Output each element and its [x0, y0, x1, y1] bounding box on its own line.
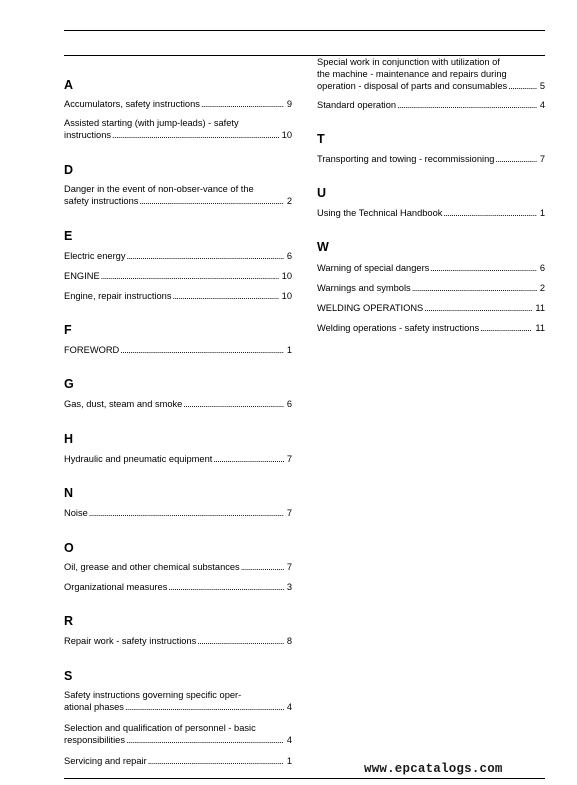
- dot-leader: [508, 80, 537, 92]
- index-entry-text: WELDING OPERATIONS: [317, 303, 424, 313]
- index-entry[interactable]: [64, 398, 292, 410]
- watermark-url: www.epcatalogs.com: [364, 762, 503, 776]
- index-entry[interactable]: [64, 117, 292, 141]
- footer-rule: [64, 778, 545, 779]
- index-entry-text: Gas, dust, steam and smoke: [64, 399, 183, 409]
- index-entry-row: [317, 262, 545, 274]
- index-page-number: 6: [286, 399, 292, 409]
- dot-leader: [173, 290, 279, 302]
- dot-leader: [443, 207, 536, 219]
- index-page-number: 8: [286, 636, 292, 646]
- index-entry-text: Repair work - safety instructions: [64, 636, 197, 646]
- index-entry-row: [64, 344, 292, 356]
- index-page-number: 5: [539, 81, 545, 91]
- dot-leader: [120, 344, 284, 356]
- dot-leader: [241, 561, 284, 573]
- dot-leader: [89, 507, 284, 519]
- index-entry[interactable]: [317, 262, 545, 274]
- index-entry-row: [317, 207, 545, 219]
- index-entry-text: Servicing and repair: [64, 756, 147, 766]
- index-entry[interactable]: [64, 270, 292, 282]
- index-entry-row: [64, 290, 292, 302]
- index-letter-heading: O: [64, 541, 74, 555]
- dot-leader: [480, 322, 532, 334]
- index-entry[interactable]: [317, 282, 545, 294]
- dot-leader: [197, 635, 284, 647]
- dot-leader: [139, 195, 283, 207]
- index-page-number: 4: [539, 100, 545, 110]
- index-entry-text: responsibilities: [64, 735, 125, 745]
- dot-leader: [148, 755, 284, 767]
- index-entry-text: Hydraulic and pneumatic equipment: [64, 454, 213, 464]
- index-letter-heading: F: [64, 323, 72, 337]
- index-entry-row: [64, 270, 292, 282]
- dot-leader: [101, 270, 279, 282]
- index-entry-text: Transporting and towing - recommissioning: [317, 154, 495, 164]
- index-entry-row: [64, 734, 292, 746]
- index-page-number: 2: [286, 196, 292, 206]
- index-letter-heading: N: [64, 486, 74, 500]
- index-entry-text: Organizational measures: [64, 582, 168, 592]
- index-letter-heading: D: [64, 163, 74, 177]
- index-entry-row: [64, 398, 292, 410]
- index-letter-heading: W: [317, 240, 329, 254]
- dot-leader: [495, 153, 536, 165]
- index-page-number: 7: [286, 562, 292, 572]
- index-entry-row: [317, 80, 545, 92]
- index-entry[interactable]: [64, 507, 292, 519]
- index-page-number: 7: [286, 508, 292, 518]
- index-entry-row: [64, 250, 292, 262]
- index-entry-text: Accumulators, safety instructions: [64, 99, 200, 109]
- index-entry-text: the machine - maintenance and repairs during: [317, 69, 507, 79]
- index-page-number: 1: [286, 756, 292, 766]
- index-entry-row: [64, 195, 292, 207]
- index-page-number: 11: [535, 303, 545, 313]
- index-entry-row: [64, 507, 292, 519]
- index-page-number: 10: [281, 291, 292, 301]
- index-entry-text: Engine, repair instructions: [64, 291, 172, 301]
- index-entry-text: ational phases: [64, 702, 124, 712]
- dot-leader: [397, 99, 537, 111]
- index-entry-row: [317, 99, 545, 111]
- index-entry[interactable]: [64, 581, 292, 593]
- index-page-number: 2: [539, 283, 545, 293]
- index-entry-text: Selection and qualification of personnel - basic: [64, 723, 256, 733]
- index-entry-row: [64, 635, 292, 647]
- dot-leader: [183, 398, 283, 410]
- index-entry[interactable]: [64, 183, 292, 207]
- dot-leader: [125, 701, 284, 713]
- index-entry[interactable]: [317, 322, 545, 334]
- index-entry-text: Standard operation: [317, 100, 397, 110]
- header-rule-top: [64, 30, 545, 31]
- index-page-number: 1: [286, 345, 292, 355]
- index-page-number: 6: [539, 263, 545, 273]
- index-entry-row: [64, 453, 292, 465]
- index-letter-heading: G: [64, 377, 74, 391]
- index-entry-row: [64, 581, 292, 593]
- index-letter-heading: U: [317, 186, 327, 200]
- index-entry-text: Noise: [64, 508, 88, 518]
- index-entry-row: [317, 322, 545, 334]
- index-entry-text: Oil, grease and other chemical substances: [64, 562, 240, 572]
- index-letter-heading: T: [317, 132, 325, 146]
- index-entry-text: Electric energy: [64, 251, 126, 261]
- index-entry-text: Special work in conjunction with utilization of: [317, 57, 500, 67]
- index-entry[interactable]: [64, 98, 292, 110]
- index-letter-heading: H: [64, 432, 74, 446]
- dot-leader: [201, 98, 284, 110]
- index-page-number: 3: [286, 582, 292, 592]
- index-entry-text: Safety instructions governing specific oper-: [64, 690, 242, 700]
- index-entry-text: Using the Technical Handbook: [317, 208, 443, 218]
- index-entry[interactable]: [64, 290, 292, 302]
- index-entry[interactable]: [317, 207, 545, 219]
- index-entry-row: [64, 98, 292, 110]
- index-entry-row: [317, 153, 545, 165]
- index-entry-row: [64, 561, 292, 573]
- dot-leader: [126, 734, 284, 746]
- index-entry-row: [317, 282, 545, 294]
- index-page-number: 4: [286, 702, 292, 712]
- dot-leader: [424, 302, 532, 314]
- index-entry[interactable]: [64, 250, 292, 262]
- dot-leader: [213, 453, 284, 465]
- dot-leader: [430, 262, 537, 274]
- index-page-number: 6: [286, 251, 292, 261]
- index-entry-row: [64, 701, 292, 713]
- index-entry-text: ENGINE: [64, 271, 100, 281]
- index-letter-heading: S: [64, 669, 73, 683]
- index-page-number: 10: [281, 271, 292, 281]
- index-entry[interactable]: [317, 153, 545, 165]
- index-page-number: 4: [286, 735, 292, 745]
- index-page-number: 9: [286, 99, 292, 109]
- dot-leader: [168, 581, 283, 593]
- index-entry-text: safety instructions: [64, 196, 139, 206]
- index-page-number: 7: [539, 154, 545, 164]
- index-page-number: 10: [281, 130, 292, 140]
- index-entry-text: Welding operations - safety instructions: [317, 323, 480, 333]
- index-page-number: 7: [286, 454, 292, 464]
- index-entry-text: operation - disposal of parts and consumables: [317, 81, 508, 91]
- index-entry[interactable]: [64, 635, 292, 647]
- index-entry-text: Danger in the event of non-obser-vance of the: [64, 184, 254, 194]
- index-letter-heading: A: [64, 78, 74, 92]
- dot-leader: [112, 129, 279, 141]
- index-entry[interactable]: [64, 755, 292, 767]
- index-entry[interactable]: [64, 453, 292, 465]
- index-page-number: 1: [539, 208, 545, 218]
- index-entry-text: instructions: [64, 130, 112, 140]
- index-entry-text: Assisted starting (with jump-leads) - safety: [64, 118, 239, 128]
- index-entry-text: Warning of special dangers: [317, 263, 430, 273]
- index-entry[interactable]: [64, 561, 292, 573]
- index-entry-text: FOREWORD: [64, 345, 120, 355]
- index-entry[interactable]: [317, 56, 545, 92]
- index-letter-heading: R: [64, 614, 74, 628]
- index-entry[interactable]: [64, 344, 292, 356]
- index-entry-row: [64, 129, 292, 141]
- index-entry[interactable]: [64, 689, 292, 713]
- index-page-number: 11: [535, 323, 545, 333]
- index-entry[interactable]: [64, 722, 292, 746]
- index-entry-text: Warnings and symbols: [317, 283, 411, 293]
- index-entry[interactable]: [317, 302, 545, 314]
- index-entry-row: [64, 755, 292, 767]
- index-entry[interactable]: [317, 99, 545, 111]
- dot-leader: [412, 282, 537, 294]
- index-letter-heading: E: [64, 229, 73, 243]
- index-entry-row: [317, 302, 545, 314]
- dot-leader: [127, 250, 284, 262]
